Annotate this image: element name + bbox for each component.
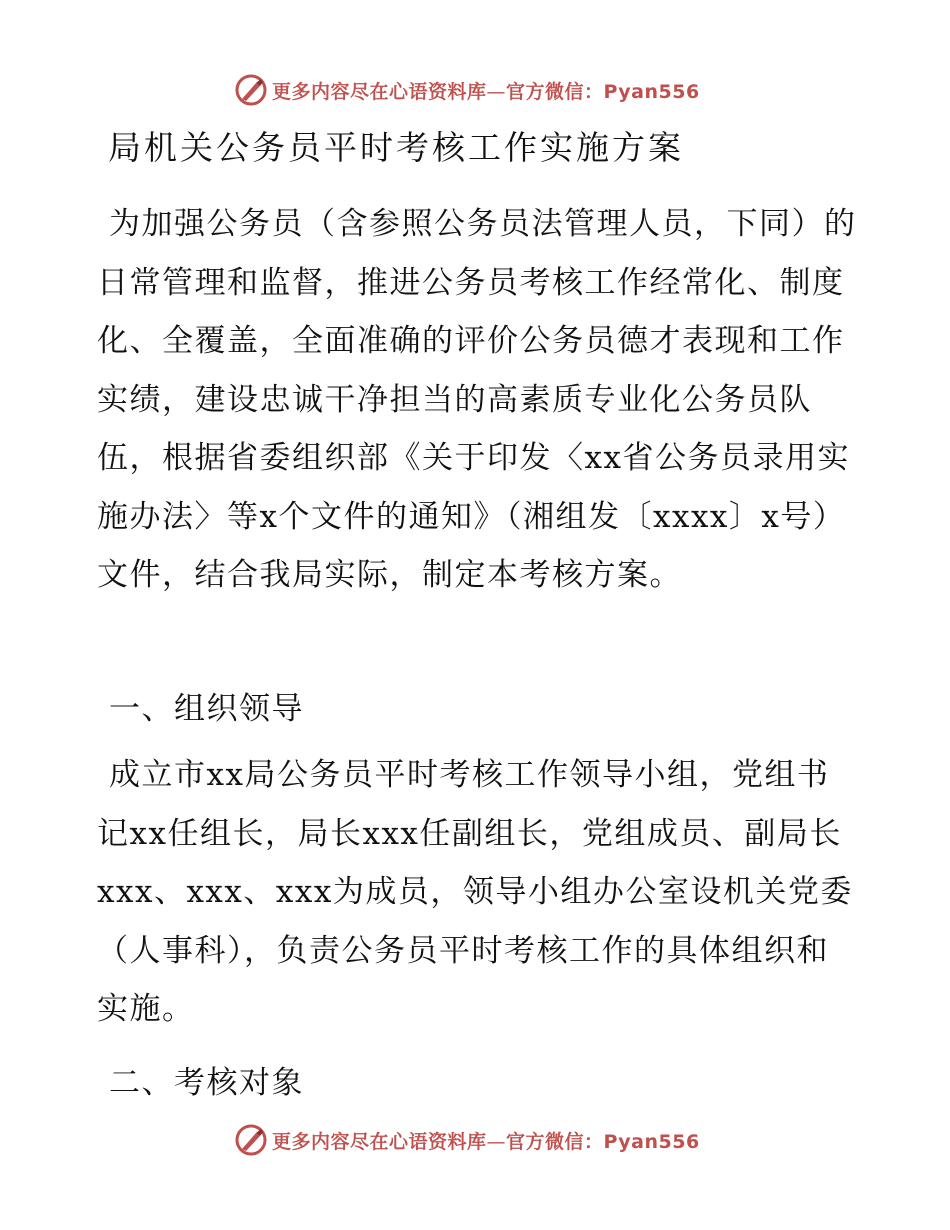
document-title: 局机关公务员平时考核工作实施方案 [108, 128, 684, 167]
pen-logo-icon [234, 1123, 268, 1157]
section-heading-organization: 一、组织领导 [109, 691, 304, 727]
intro-paragraph: 为加强公务员（含参照公务员法管理人员，下同）的日常管理和监督，推进公务员考核工作经常化、制度化、全覆盖，全面准确的评价公务员德才表现和工作实绩，建设忠诚干净担当的高素质专业化公务员队伍，根据省委组织部《关于印发〈xx省公务员录用实施办法〉等x个文件的通知》（湘组发〔xxxx〕x号）文件，结合我局实际，制定本考核方案。 [97, 206, 857, 593]
header-watermark-banner [234, 70, 700, 110]
pen-logo-icon [234, 73, 268, 107]
section-heading-assessment-targets: 二、考核对象 [109, 1065, 304, 1101]
footer-watermark-banner [234, 1120, 700, 1160]
banner-text: 更多内容尽在心语资料库—官方微信：Pyan556 [272, 1130, 700, 1153]
organization-paragraph: 成立市xx局公务员平时考核工作领导小组，党组书记xx任组长，局长xxx任副组长，党组成员、副局长xxx、xxx、xxx为成员，领导小组办公室设机关党委（人事科），负责公务员平时考核工作的具体组织和实施。 [97, 757, 853, 1027]
banner-text: 更多内容尽在心语资料库—官方微信：Pyan556 [272, 80, 700, 103]
